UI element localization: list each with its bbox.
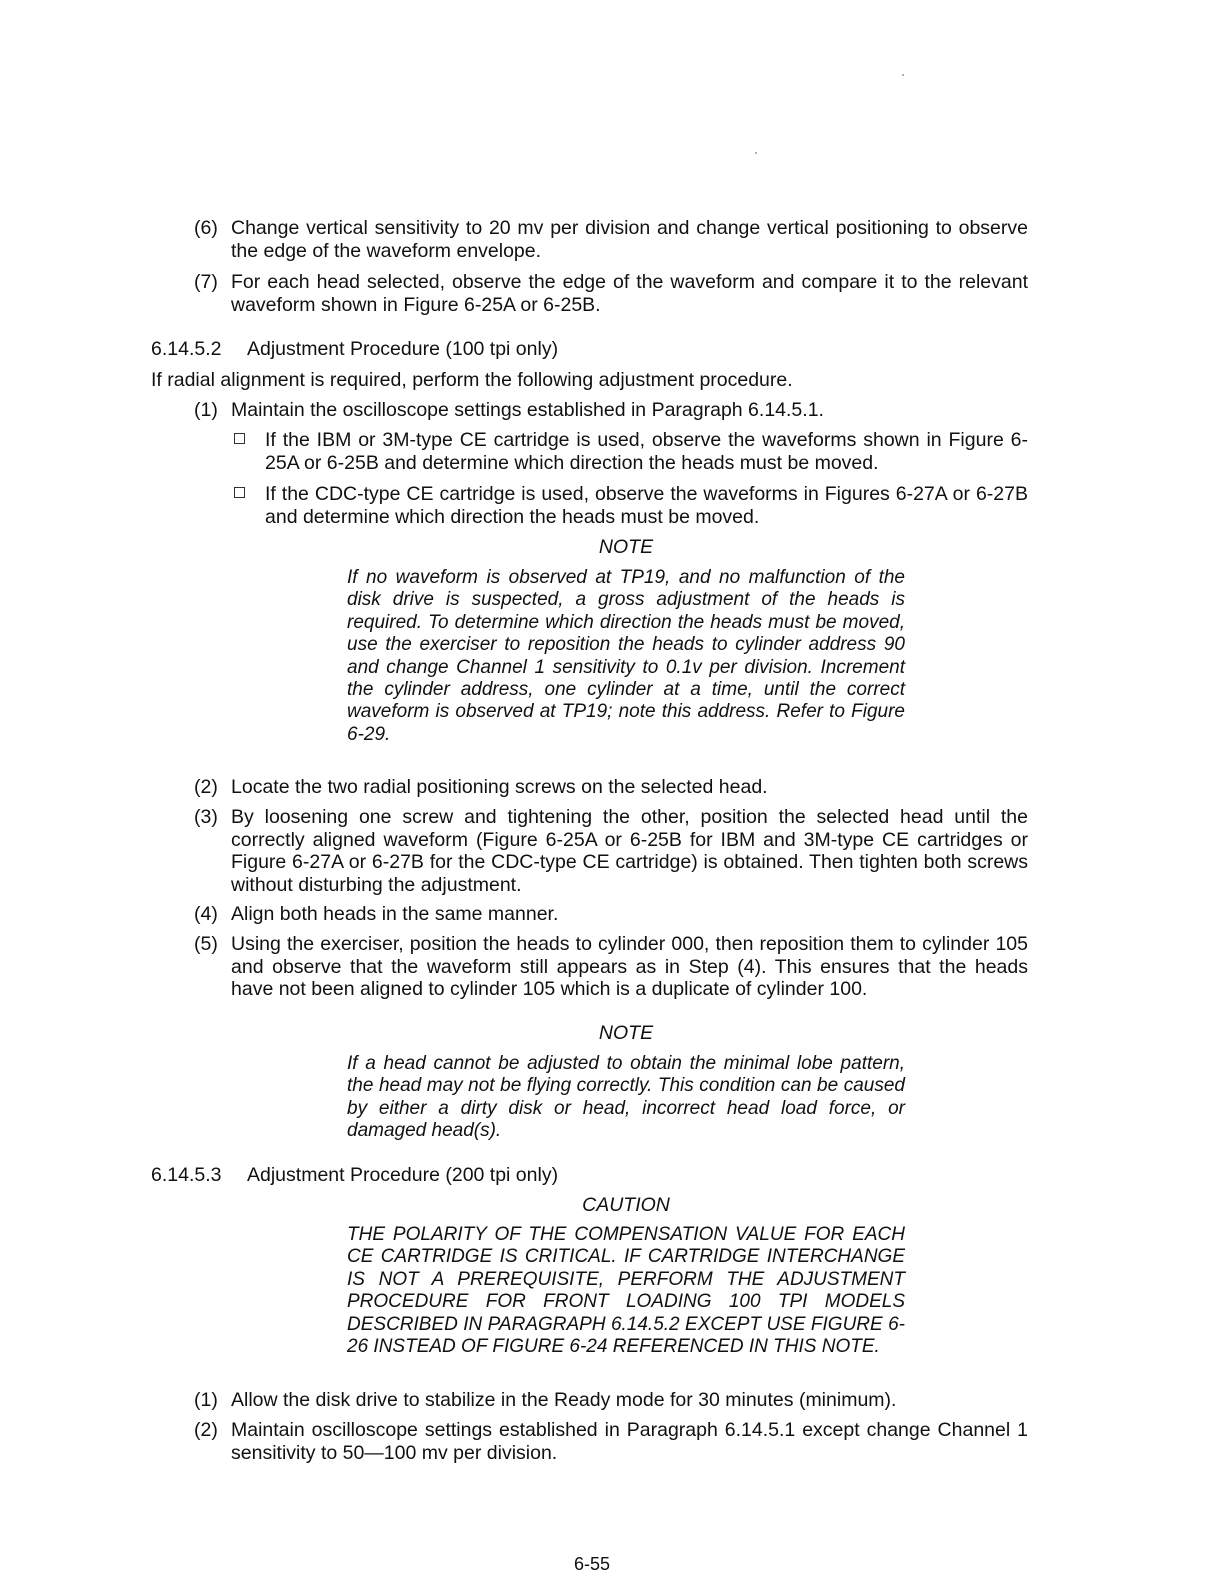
scan-speck — [755, 152, 757, 154]
page-number: 6-55 — [573, 1554, 611, 1574]
note-title: NOTE — [598, 536, 654, 558]
step-6 — [194, 217, 1028, 262]
note-body: If a head cannot be adjusted to obtain the minimal lobe pattern, the head may not be flying correctly. This condition can be caused by either a dirty disk or head, incorrect head load force, or damaged head(s). — [347, 1053, 905, 1142]
step-4 — [194, 903, 1028, 926]
step-number: (4) — [194, 903, 218, 925]
step-number: (1) — [194, 399, 218, 421]
step-1-200tpi — [194, 1389, 1028, 1412]
checkbox-bullet-ibm — [234, 429, 1028, 474]
section-number: 6.14.5.3 — [151, 1164, 222, 1186]
checkbox-icon — [234, 433, 245, 444]
step-text: Allow the disk drive to stabilize in the Ready mode for 30 minutes (minimum). — [231, 1389, 897, 1411]
step-2-200tpi — [194, 1419, 1028, 1464]
step-7 — [194, 271, 1028, 316]
section-number: 6.14.5.2 — [151, 338, 222, 360]
checkbox-icon — [234, 487, 245, 498]
caution-title: CAUTION — [582, 1194, 670, 1216]
step-text: Change vertical sensitivity to 20 mv per division and change vertical positioning to observe the edge of the waveform envelope. — [231, 217, 1028, 262]
step-text: Locate the two radial positioning screws on the selected head. — [231, 776, 768, 798]
step-number: (1) — [194, 1389, 218, 1411]
step-text: By loosening one screw and tightening the other, position the selected head until the correctly aligned waveform (Figure 6-25A or 6-25B for IBM and 3M-type CE cartridges or Figure 6-27A or 6-27B for the CDC-type CE cartridge) is obtained. Then tighten both screws without disturbing the adjustment. — [231, 806, 1028, 896]
bullet-text: If the CDC-type CE cartridge is used, observe the waveforms in Figures 6-27A or 6-27B and determine which direction the heads must be moved. — [265, 483, 1028, 528]
checkbox-bullet-cdc — [234, 483, 1028, 528]
step-2 — [194, 776, 1028, 799]
section-title: Adjustment Procedure (200 tpi only) — [247, 1164, 559, 1186]
step-1 — [194, 399, 1028, 422]
step-text: Maintain oscilloscope settings established in Paragraph 6.14.5.1 except change Channel 1 sensitivity to 50—100 mv per division. — [231, 1419, 1028, 1464]
caution-body: THE POLARITY OF THE COMPENSATION VALUE FOR EACH CE CARTRIDGE IS CRITICAL. IF CARTRIDGE INTERCHANGE IS NOT A PREREQUISITE, PERFORM THE ADJUSTMENT PROCEDURE FOR FRONT LOADING 100 TPI MODELS DESCRIBED IN PARAGRAPH 6.14.5.2 EXCEPT USE FIGURE 6-26 INSTEAD OF FIGURE 6-24 REFERENCED IN THIS NOTE. — [347, 1224, 905, 1358]
step-text: Using the exerciser, position the heads to cylinder 000, then reposition them to cylinder 105 and observe that the waveform still appears as in Step (4). This ensures that the heads have not been aligned to cylinder 105 which is a duplicate of cylinder 100. — [231, 933, 1028, 1000]
scan-speck — [902, 74, 904, 76]
step-text: For each head selected, observe the edge of the waveform and compare it to the relevant waveform shown in Figure 6-25A or 6-25B. — [231, 271, 1028, 316]
step-number: (2) — [194, 776, 218, 798]
section-title: Adjustment Procedure (100 tpi only) — [247, 338, 559, 360]
step-number: (3) — [194, 806, 218, 828]
note-body: If no waveform is observed at TP19, and no malfunction of the disk drive is suspected, a gross adjustment of the heads is required. To determine which direction the heads must be moved, use the exerciser to reposition the heads to cylinder address 90 and change Channel 1 sensitivity to 0.1v per division. Increment the cylinder address, one cylinder at a time, until the correct waveform is observed at TP19; note this address. Refer to Figure 6-29. — [347, 567, 905, 745]
step-text: Maintain the oscilloscope settings established in Paragraph 6.14.5.1. — [231, 399, 824, 421]
bullet-text: If the IBM or 3M-type CE cartridge is used, observe the waveforms shown in Figure 6-25A or 6-25B and determine which direction the heads must be moved. — [265, 429, 1028, 474]
step-number: (6) — [194, 217, 218, 239]
step-number: (2) — [194, 1419, 218, 1441]
step-number: (7) — [194, 271, 218, 293]
step-5 — [194, 933, 1028, 1001]
step-text: Align both heads in the same manner. — [231, 903, 559, 925]
note-title: NOTE — [598, 1022, 654, 1044]
section-intro: If radial alignment is required, perform the following adjustment procedure. — [151, 369, 793, 391]
step-number: (5) — [194, 933, 218, 955]
section-heading-6-14-5-3 — [151, 1164, 558, 1187]
section-heading-6-14-5-2 — [151, 338, 558, 361]
step-3 — [194, 806, 1028, 896]
